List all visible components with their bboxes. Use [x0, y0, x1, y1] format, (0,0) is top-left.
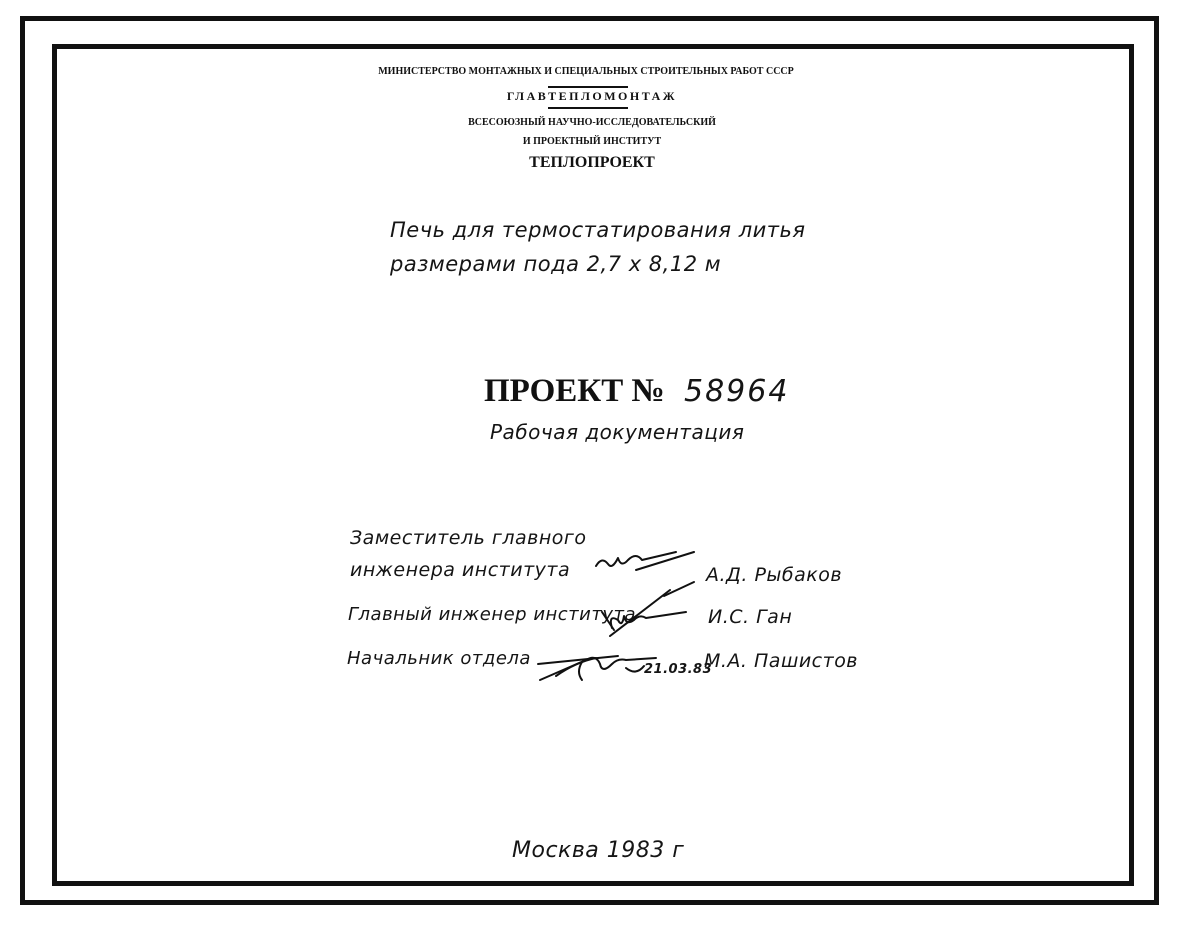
- signatory-3-role: Начальник отдела: [347, 648, 531, 669]
- institute-name: ТЕПЛОПРОЕКТ: [529, 154, 655, 171]
- city-year: Москва 1983 г: [512, 838, 685, 863]
- main-department: ГЛАВТЕПЛОМОНТАЖ: [506, 89, 678, 103]
- institute-description-line2: И ПРОЕКТНЫЙ ИНСТИТУТ: [522, 136, 662, 147]
- signatory-2-name: И.С. Ган: [708, 606, 793, 628]
- institute-description-line1: ВСЕСОЮЗНЫЙ НАУЧНО-ИССЛЕДОВАТЕЛЬСКИЙ: [468, 117, 716, 128]
- signatory-1-role-line1: Заместитель главного: [350, 527, 587, 549]
- project-number: 58964: [684, 374, 790, 409]
- signatory-2-role: Главный инженер института: [348, 604, 637, 625]
- signatory-3-name: М.А. Пашистов: [704, 650, 859, 672]
- document-type: Рабочая документация: [490, 420, 745, 444]
- project-title-line2: размерами пода 2,7 х 8,12 м: [390, 252, 722, 276]
- signatory-1-name: А.Д. Рыбаков: [706, 564, 843, 586]
- signature-date: 21.03.83: [644, 662, 713, 677]
- signatory-1-role-line2: инженера института: [350, 559, 571, 581]
- project-title-line1: Печь для термостатирования литья: [390, 218, 806, 242]
- ministry-name: МИНИСТЕРСТВО МОНТАЖНЫХ И СПЕЦИАЛЬНЫХ СТРОИТЕЛЬНЫХ РАБОТ СССР: [378, 66, 794, 77]
- signature-1: [596, 552, 676, 566]
- project-label: ПРОЕКТ №: [484, 373, 665, 409]
